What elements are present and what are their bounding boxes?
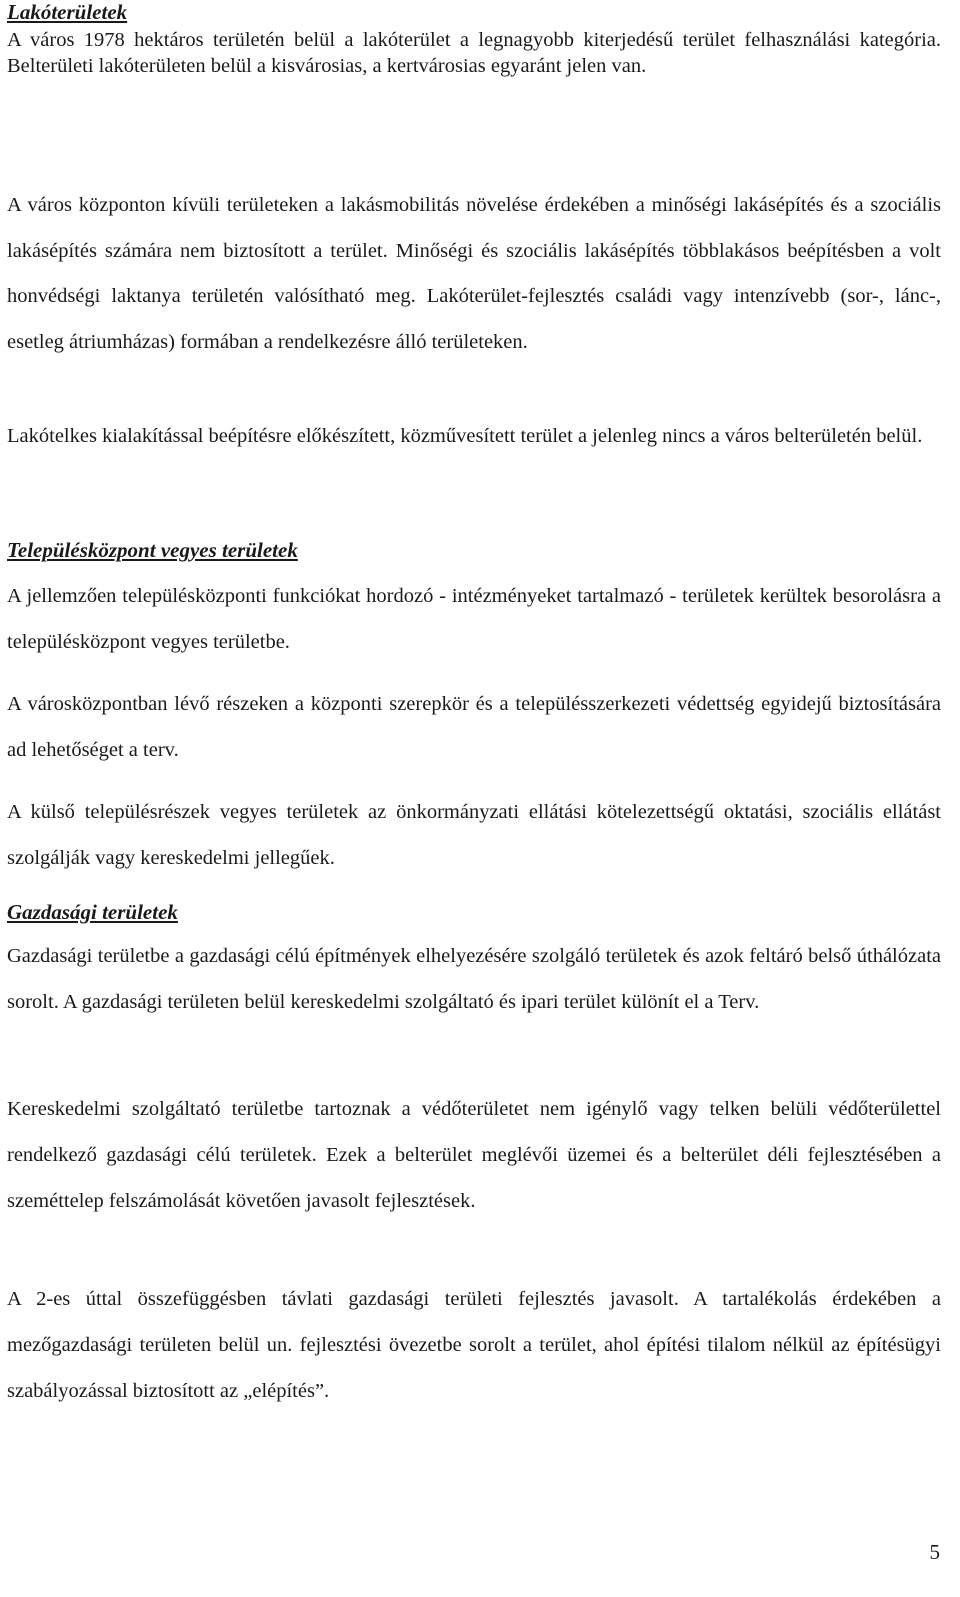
section-heading-lakoteruletek: Lakóterületek <box>7 0 128 24</box>
section-heading-gazdasagi: Gazdasági területek <box>7 900 178 924</box>
section-heading-telepuleskozpont: Településközpont vegyes területek <box>7 538 298 562</box>
page-number: 5 <box>929 1540 940 1564</box>
paragraph: A külső településrészek vegyes területek az önkormányzati ellátási kötelezettségű oktatási, szociális ellátást szolgálják vagy kereskedelmi jellegűek. <box>7 801 941 869</box>
paragraph: A jellemzően településközponti funkciókat hordozó - intézményeket tartalmazó - területek kerültek besorolásra a településközpont vegyes területbe. <box>7 585 941 653</box>
paragraph: Lakótelkes kialakítással beépítésre előkészített, közművesített terület a jelenleg nincs a város belterületén belül. <box>7 425 923 447</box>
paragraph: A 2-es úttal összefüggésben távlati gazdasági területi fejlesztés javasolt. A tartalékolás érdekében a mezőgazdasági területen belül un. fejlesztési övezetbe sorolt a terület, ahol építési tilalom nélkül az építésügyi szabályozással biztosított az „elépítés”. <box>7 1288 941 1402</box>
paragraph: A város központon kívüli területeken a lakásmobilitás növelése érdekében a minőségi lakásépítés és a szociális lakásépítés számára nem biztosított a terület. Minőségi és szociális lakásépítés többlakásos beépítésben a volt honvédségi laktanya területén valósítható meg. Lakóterület-fejlesztés családi vagy intenzívebb (sor-, lánc-, esetleg átriumházas) formában a rendelkezésre álló területeken. <box>7 194 941 353</box>
paragraph: A város 1978 hektáros területén belül a lakóterület a legnagyobb kiterjedésű terület felhasználási kategória. Belterületi lakóterületen belül a kisvárosias, a kertvárosias egyaránt jelen van. <box>7 29 941 77</box>
paragraph: A városközpontban lévő részeken a központi szerepkör és a településszerkezeti védettség egyidejű biztosítására ad lehetőséget a terv. <box>7 693 941 761</box>
paragraph: Kereskedelmi szolgáltató területbe tartoznak a védőterületet nem igénylő vagy telken belüli védőterülettel rendelkező gazdasági célú területek. Ezek a belterület meglévői üzemei és a belterület déli fejlesztésében a szeméttelep felszámolását követően javasolt fejlesztések. <box>7 1098 941 1212</box>
paragraph: Gazdasági területbe a gazdasági célú építmények elhelyezésére szolgáló területek és azok feltáró belső úthálózata sorolt. A gazdasági területen belül kereskedelmi szolgáltató és ipari terület különít el a Terv. <box>7 945 941 1013</box>
